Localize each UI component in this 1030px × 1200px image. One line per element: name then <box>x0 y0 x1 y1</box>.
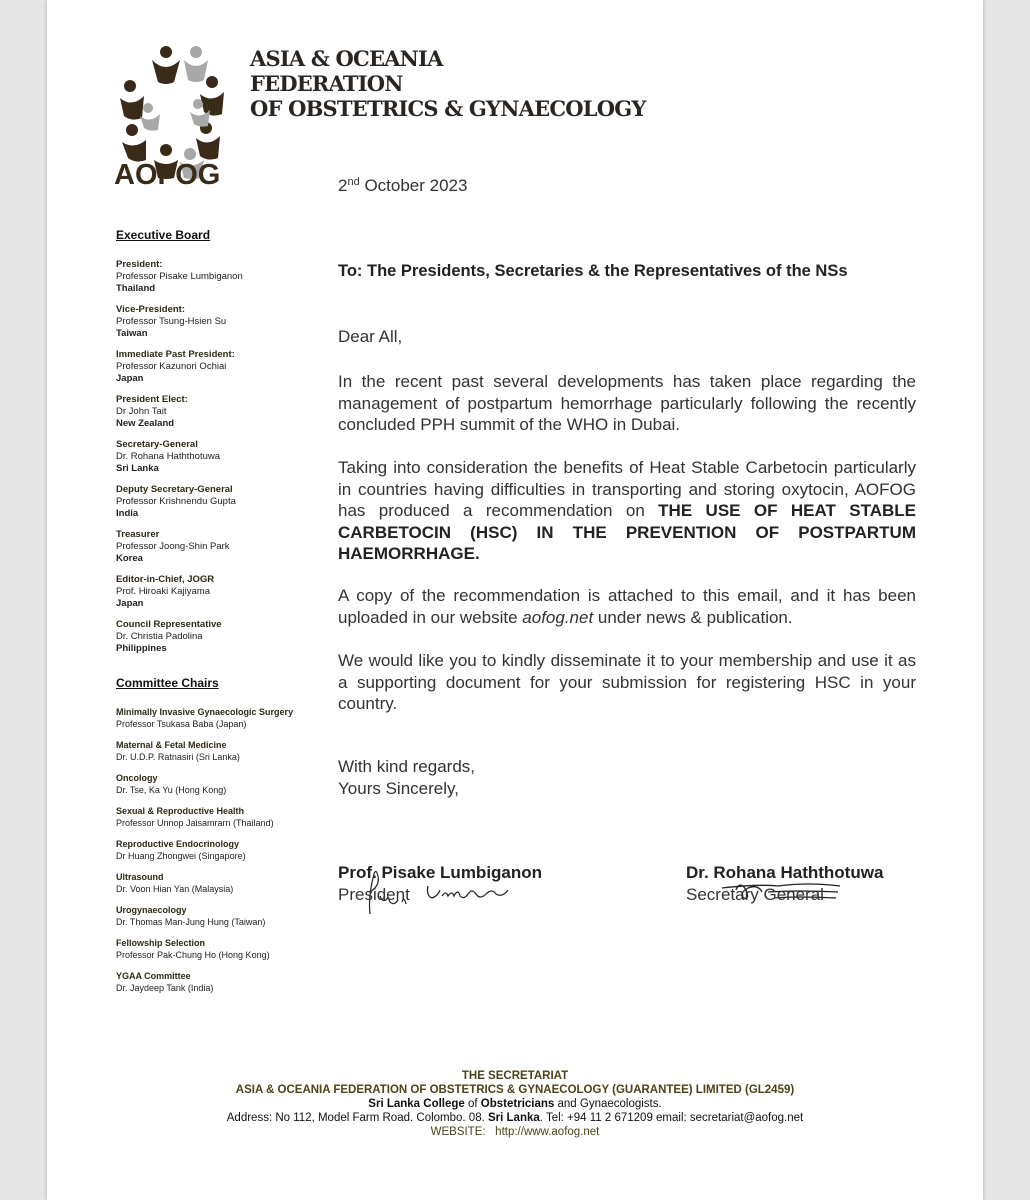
footer-address-end: . Tel: +94 11 2 671209 email: secretariat@aofog.net <box>539 1112 804 1124</box>
date-day: 2 <box>338 176 348 195</box>
org-name-line: ASIA & OCEANIA <box>250 46 443 71</box>
footer-address <box>0 1111 1030 1125</box>
board-member-name: Dr John Tait <box>116 406 167 417</box>
board-member-name: Dr. Rohana Haththotuwa <box>116 451 221 462</box>
salutation: Dear All, <box>338 327 403 346</box>
footer-address-country: Sri Lanka <box>487 1112 540 1124</box>
committee-chair <box>116 938 316 961</box>
executive-board-list <box>116 259 316 655</box>
logo-text: AOFOG <box>114 159 221 191</box>
paragraph-1: In the recent past several developments has taken place regarding the management of postpartum hemorrhage particularly following the recently concluded PPH summit of the WHO in Dubai. <box>338 372 916 434</box>
date-suffix: nd <box>347 176 360 188</box>
board-member-role: Immediate Past President: <box>116 349 235 360</box>
signatory-president <box>338 862 542 906</box>
committee-name: Maternal & Fetal Medicine <box>116 740 227 750</box>
committee-chair <box>116 773 316 796</box>
footer-college-bold-2: Obstetricians <box>480 1098 555 1110</box>
closing-line-1: With kind regards, <box>338 757 475 776</box>
committee-chairs-heading: Committee Chairs <box>116 676 219 690</box>
committee-chair-name: Professor Pak-Chung Ho (Hong Kong) <box>116 949 270 960</box>
board-member-name: Professor Joong-Shin Park <box>116 541 230 552</box>
board-member-name: Professor Kazunori Ochiai <box>116 361 227 372</box>
closing <box>338 756 475 800</box>
date-rest: October 2023 <box>359 176 468 195</box>
signatory-title: President <box>338 885 410 904</box>
committee-chair-name: Dr Huang Zhongwei (Singapore) <box>116 850 246 861</box>
sidebar <box>116 228 316 1004</box>
paragraph-2 <box>338 457 916 565</box>
footer-address-start: Address: No 112, Model Farm Road. Colombo. 08. <box>226 1112 488 1124</box>
footer <box>0 1069 1030 1139</box>
signatory-name: Dr. Rohana Haththotuwa <box>686 863 884 882</box>
footer-website <box>0 1125 1030 1139</box>
paragraph-2-text: Taking into consideration the benefits of Heat Stable Carbetocin particularly in countries having difficulties in transporting and storing oxytocin, AOFOG has produced a recommendation on <box>338 458 916 520</box>
footer-college-bold-1: Sri Lanka College <box>368 1098 465 1110</box>
committee-chair-name: Professor Tsukasa Baba (Japan) <box>116 718 247 729</box>
committee-name: YGAA Committee <box>116 971 191 981</box>
board-member-name: Prof. Hiroaki Kajiyama <box>116 586 210 597</box>
board-member-role: Vice-President: <box>116 304 185 315</box>
board-member-country: Thailand <box>116 283 156 294</box>
board-member <box>116 484 316 520</box>
board-member <box>116 394 316 430</box>
committee-chair-name: Dr. U.D.P. Ratnasiri (Sri Lanka) <box>116 751 240 762</box>
paragraph-3-before: A copy of the recommendation is attached to this email, and it has been uploaded in our website <box>338 586 916 627</box>
board-member-role: Deputy Secretary-General <box>116 484 233 495</box>
closing-line-2: Yours Sincerely, <box>338 779 459 798</box>
footer-website-url[interactable]: http://www.aofog.net <box>495 1126 600 1138</box>
board-member-role: President Elect: <box>116 394 188 405</box>
board-member-role: Editor-in-Chief, JOGR <box>116 574 215 585</box>
board-member <box>116 529 316 565</box>
board-member-country: Japan <box>116 373 144 384</box>
footer-federation: ASIA & OCEANIA FEDERATION OF OBSTETRICS & GYNAECOLOGY (GUARANTEE) LIMITED (GL2459) <box>235 1084 795 1096</box>
committee-chair-name: Dr. Voon Hian Yan (Malaysia) <box>116 883 234 894</box>
footer-college-end: and Gynaecologists. <box>554 1098 662 1110</box>
recipients-line: To: The Presidents, Secretaries & the Representatives of the NSs <box>338 262 848 280</box>
board-member-name: Professor Tsung-Hsien Su <box>116 316 227 327</box>
board-member-role: President: <box>116 259 163 270</box>
board-member-country: India <box>116 508 139 519</box>
paragraph-3 <box>338 585 916 628</box>
committee-name: Sexual & Reproductive Health <box>116 806 245 816</box>
recommendation-title: THE USE OF HEAT STABLE CARBETOCIN (HSC) IN THE PREVENTION OF POSTPARTUM HAEMORRHAGE. <box>338 501 916 563</box>
committee-name: Urogynaecology <box>116 905 187 915</box>
committee-chair <box>116 971 316 994</box>
committee-chair-name: Dr. Jaydeep Tank (India) <box>116 982 214 993</box>
footer-website-label: WEBSITE: <box>430 1126 486 1138</box>
aofog-logo <box>108 38 248 193</box>
board-member-name: Professor Krishnendu Gupta <box>116 496 236 507</box>
website-link[interactable]: aofog.net <box>522 607 594 627</box>
footer-college-mid: of <box>464 1098 481 1110</box>
board-member-country: Philippines <box>116 643 167 654</box>
letter-date <box>338 176 467 196</box>
org-name-line: FEDERATION <box>250 71 403 96</box>
committee-name: Minimally Invasive Gynaecologic Surgery <box>116 707 294 717</box>
board-member-country: Japan <box>116 598 144 609</box>
committee-chair <box>116 707 316 730</box>
committee-chair <box>116 905 316 928</box>
board-member <box>116 619 316 655</box>
committee-chair <box>116 839 316 862</box>
org-name-line: OF OBSTETRICS & GYNAECOLOGY <box>250 96 646 121</box>
board-member-country: New Zealand <box>116 418 175 429</box>
footer-college <box>0 1097 1030 1111</box>
board-member-role: Treasurer <box>116 529 160 540</box>
organization-name <box>250 46 646 121</box>
committee-name: Fellowship Selection <box>116 938 206 948</box>
paragraph-4: We would like you to kindly disseminate it to your membership and use it as a supporting document for your submission for registering HSC in your country. <box>338 651 916 713</box>
board-member-role: Secretary-General <box>116 439 198 450</box>
signatory-name: Prof. Pisake Lumbiganon <box>338 863 543 882</box>
board-member <box>116 259 316 295</box>
committee-chair-name: Dr. Tse, Ka Yu (Hong Kong) <box>116 784 227 795</box>
committee-name: Ultrasound <box>116 872 164 882</box>
signatory-title: Secretary General <box>686 885 824 904</box>
committee-chair <box>116 806 316 829</box>
executive-board-heading: Executive Board <box>116 228 211 242</box>
board-member-country: Taiwan <box>116 328 148 339</box>
board-member-role: Council Representative <box>116 619 222 630</box>
board-member <box>116 439 316 475</box>
board-member-country: Korea <box>116 553 143 564</box>
committee-chair-name: Professor Unnop Jaisamrarn (Thailand) <box>116 817 274 828</box>
board-member <box>116 574 316 610</box>
board-member-country: Sri Lanka <box>116 463 159 474</box>
footer-secretariat: THE SECRETARIAT <box>461 1070 569 1082</box>
signatory-secretary <box>686 862 883 906</box>
board-member-name: Dr. Christia Padolina <box>116 631 203 642</box>
paragraph-3-after: under news & publication. <box>593 607 793 627</box>
committee-name: Oncology <box>116 773 158 783</box>
board-member-name: Professor Pisake Lumbiganon <box>116 271 243 282</box>
committee-chair-name: Dr. Thomas Man-Jung Hung (Taiwan) <box>116 916 266 927</box>
committee-chair <box>116 872 316 895</box>
committee-name: Reproductive Endocrinology <box>116 839 240 849</box>
board-member <box>116 349 316 385</box>
board-member <box>116 304 316 340</box>
committee-chair <box>116 740 316 763</box>
committee-chairs-list <box>116 707 316 994</box>
